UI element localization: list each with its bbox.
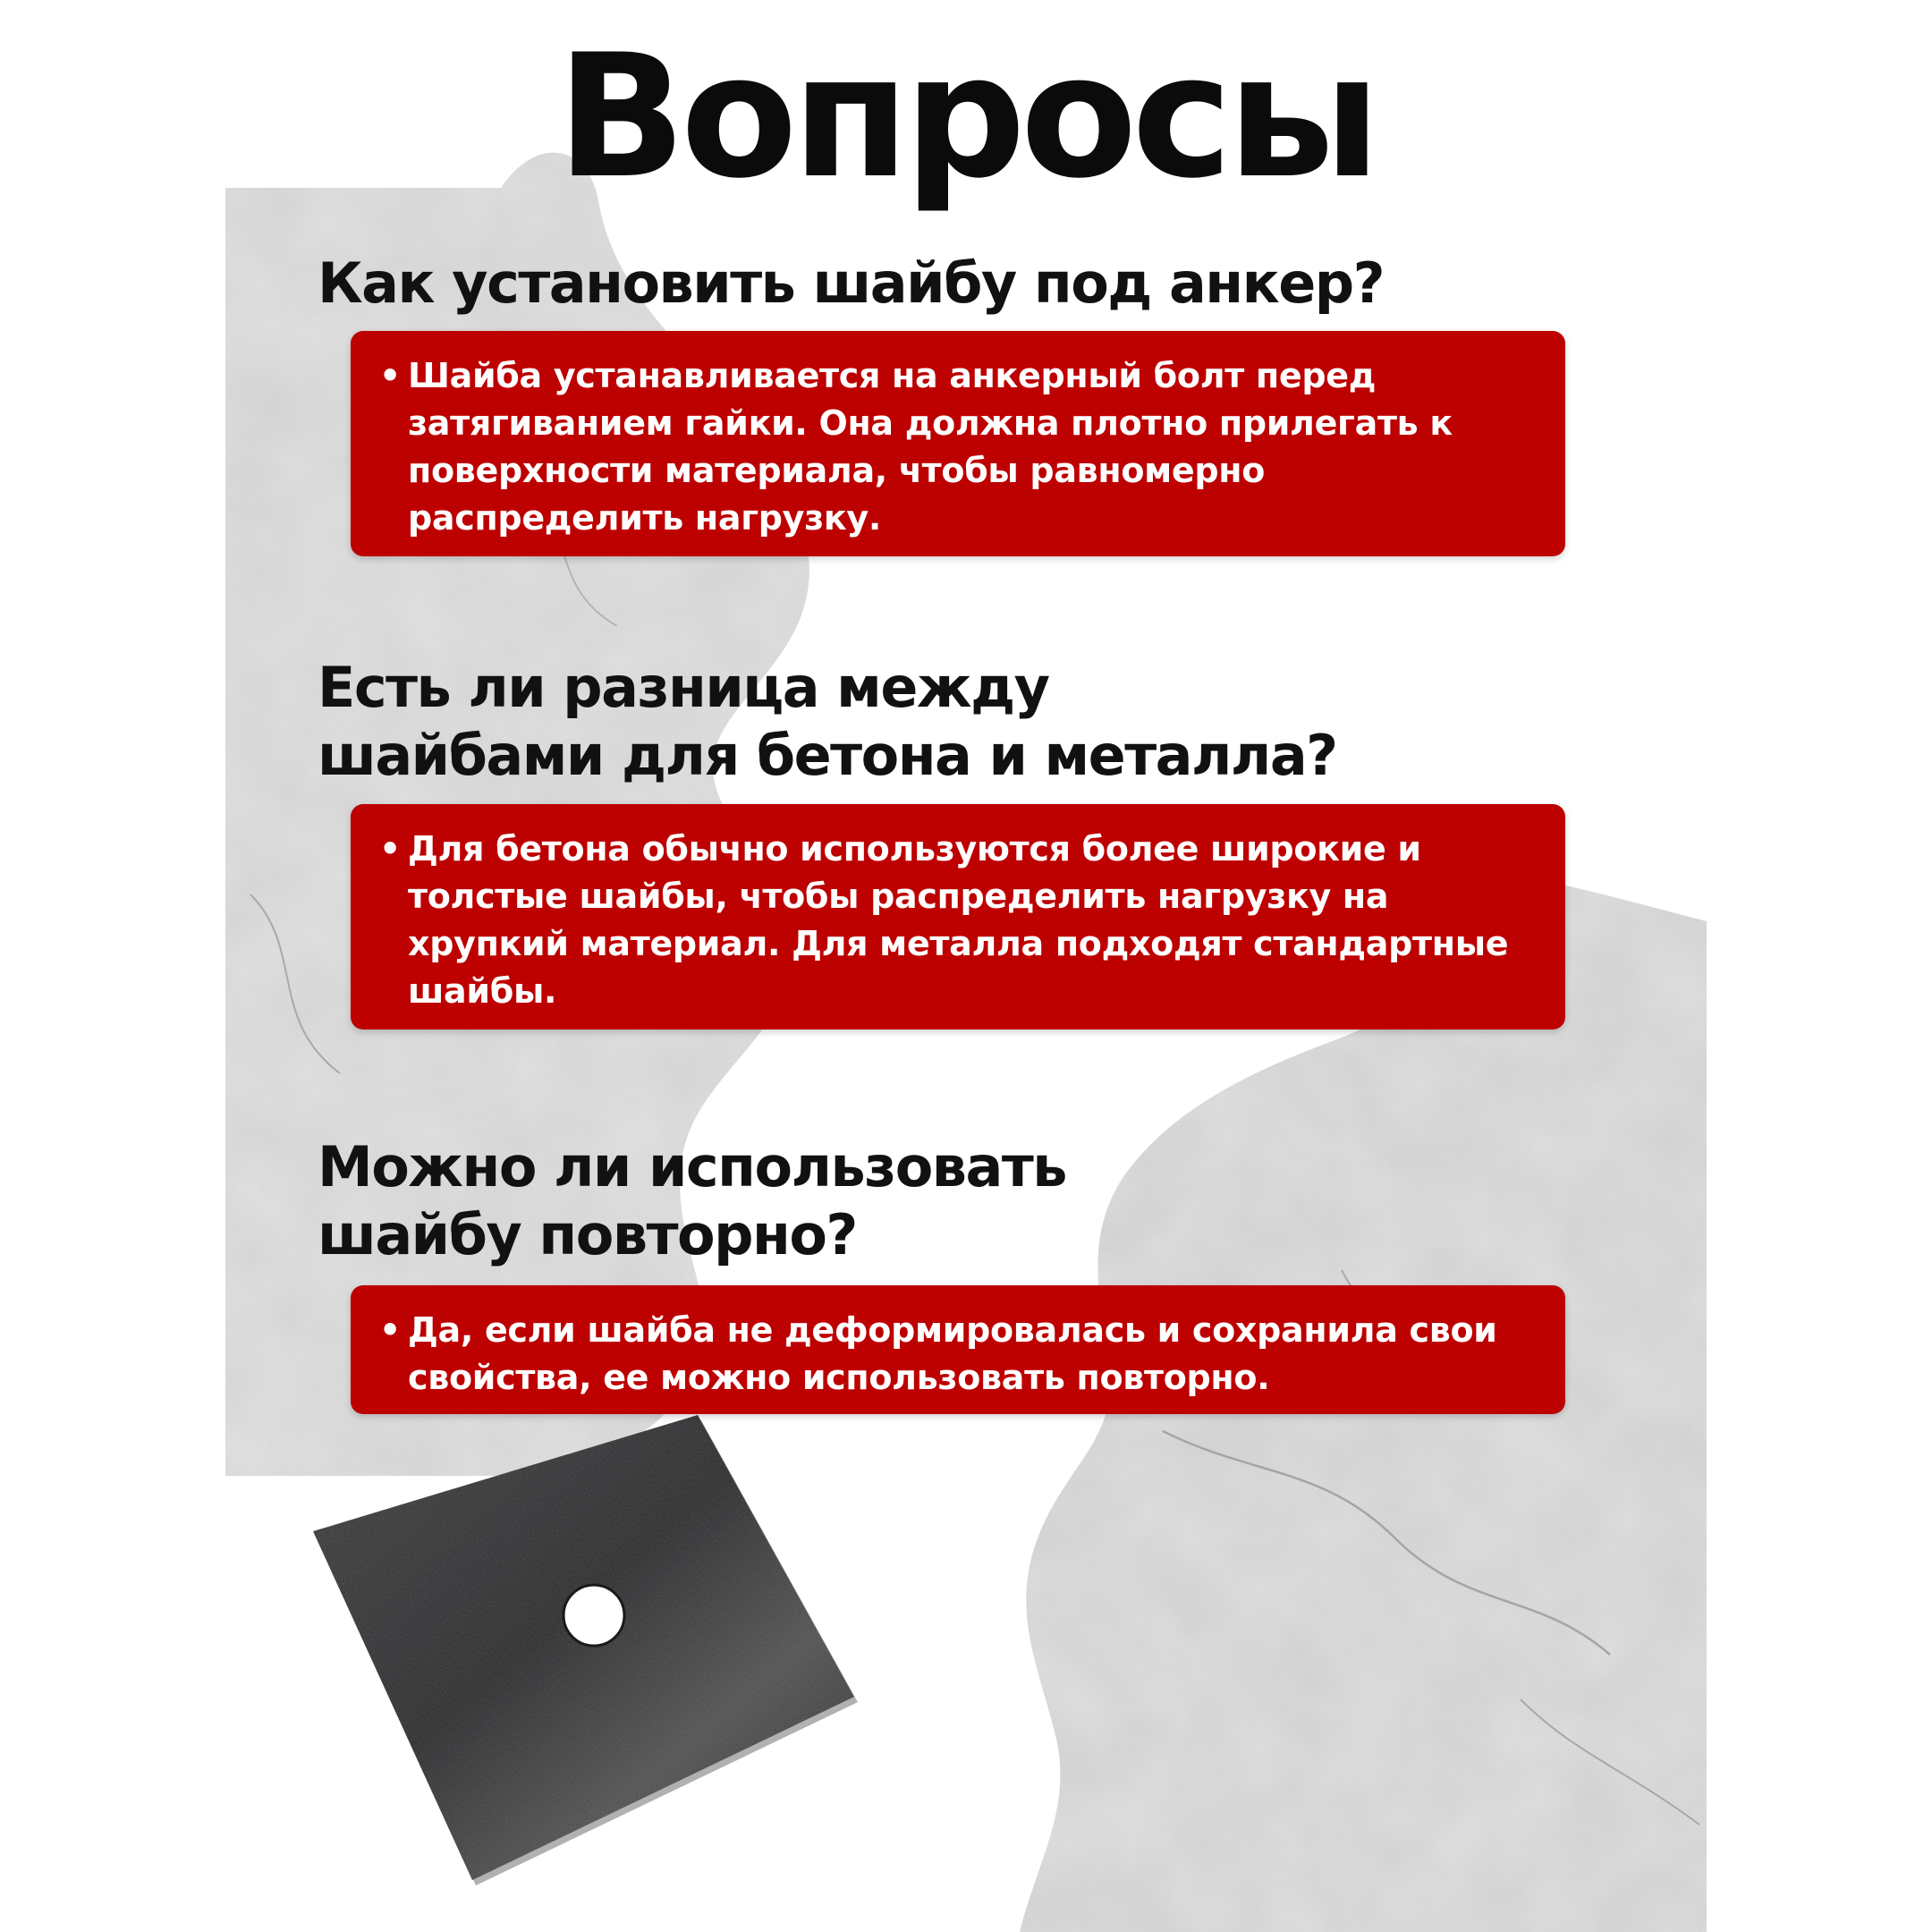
faq-question-2 xyxy=(318,654,1337,790)
faq-answer-card-2 xyxy=(351,804,1565,1030)
faq-answer-card-1 xyxy=(351,331,1565,556)
faq-answer-3 xyxy=(379,1307,1538,1402)
bullet-icon: • xyxy=(379,829,401,869)
bullet-icon: • xyxy=(379,1310,401,1350)
faq-question-2-line-2: шайбами для бетона и металла? xyxy=(318,723,1337,788)
faq-question-3-line-1: Можно ли использовать xyxy=(318,1134,1067,1199)
bullet-icon: • xyxy=(379,356,401,395)
faq-answer-3-text: Да, если шайба не деформировалась и сохранила свои свойства, ее можно использовать повторно. xyxy=(408,1310,1497,1397)
faq-answer-2 xyxy=(379,826,1538,1015)
faq-question-2-line-1: Есть ли разница между xyxy=(318,655,1049,720)
faq-answer-card-3 xyxy=(351,1285,1565,1414)
faq-question-3-line-2: шайбу повторно? xyxy=(318,1202,857,1267)
faq-answer-2-text: Для бетона обычно используются более широкие и толстые шайбы, чтобы распределить нагрузку на хрупкий материал. Для металла подходят стандартные шайбы. xyxy=(408,829,1509,1011)
page-title: Вопросы xyxy=(556,18,1376,216)
faq-answer-1 xyxy=(379,352,1538,542)
faq-question-3 xyxy=(318,1133,1066,1269)
faq-answer-1-text: Шайба устанавливается на анкерный болт перед затягиванием гайки. Она должна плотно прилегать к поверхности материала, чтобы равномерно распределить нагрузку. xyxy=(408,356,1453,538)
faq-question-1: Как установить шайбу под анкер? xyxy=(318,250,1385,316)
